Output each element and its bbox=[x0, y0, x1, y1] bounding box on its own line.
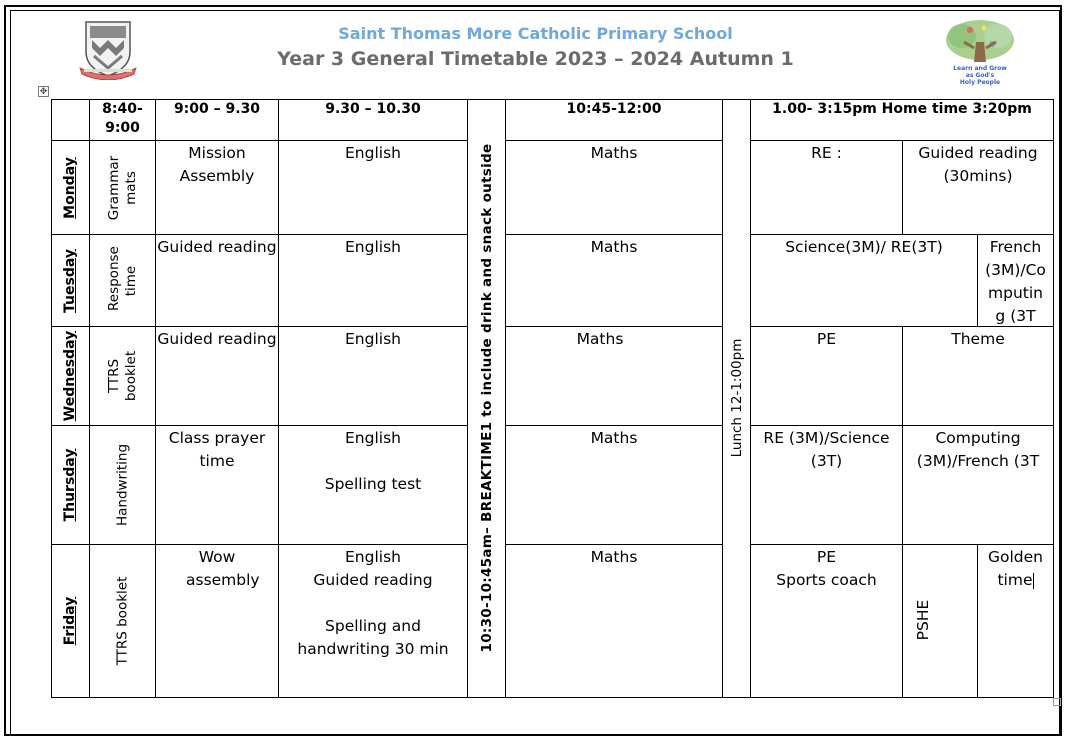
break-label: 10:30-10:45am– BREAKTIME1 to include drink and snack outside bbox=[478, 143, 495, 653]
day-label: Thursday bbox=[62, 448, 78, 522]
svg-text:Learn and Grow: Learn and Grow bbox=[953, 65, 1007, 72]
day-cell-thursday bbox=[51, 426, 90, 545]
early-activity: TTRS booklet bbox=[105, 350, 139, 402]
golden-time-text: Golden time bbox=[988, 548, 1043, 589]
table-resize-handle-icon[interactable] bbox=[1053, 698, 1061, 706]
pm1-friday-line2: Sports coach bbox=[776, 571, 877, 589]
svg-text:Holy People: Holy People bbox=[959, 79, 1001, 86]
early-activity: Grammar mats bbox=[105, 155, 139, 220]
early-activity: TTRS booklet bbox=[114, 576, 130, 666]
table-move-handle-icon[interactable]: ✥ bbox=[39, 87, 48, 97]
session2-tuesday: English bbox=[279, 235, 468, 327]
session1-tuesday: Guided reading bbox=[156, 235, 279, 327]
header-early-time: 8:40-9:00 bbox=[90, 99, 156, 141]
pm1-thursday: RE (3M)/Science (3T) bbox=[751, 426, 903, 545]
early-activity: Handwriting bbox=[114, 443, 130, 527]
pm1-wednesday: PE bbox=[751, 327, 903, 426]
day-cell-wednesday bbox=[51, 327, 90, 426]
pm1-friday-line1: PE bbox=[816, 548, 837, 566]
early-cell-wednesday bbox=[90, 327, 156, 426]
session2-thursday-line2: Spelling test bbox=[324, 475, 422, 493]
session3-friday: Maths bbox=[506, 545, 723, 698]
pm1-tuesday: Science(3M)/ RE(3T) bbox=[751, 235, 978, 327]
session2-thursday-line1: English bbox=[345, 429, 401, 447]
early-cell-monday bbox=[90, 141, 156, 235]
session2-friday-line3: Spelling and handwriting 30 min bbox=[297, 617, 449, 658]
pshe-label: PSHE bbox=[914, 599, 932, 641]
svg-text:as God's: as God's bbox=[965, 72, 995, 79]
session1-monday: Mission Assembly bbox=[156, 141, 279, 235]
pm2-monday: Guided reading (30mins) bbox=[903, 141, 1054, 235]
session1-friday: Wow assembly bbox=[156, 545, 279, 698]
school-name: Saint Thomas More Catholic Primary School bbox=[338, 24, 733, 43]
early-cell-friday bbox=[90, 545, 156, 698]
day-label: Wednesday bbox=[62, 330, 78, 422]
early-cell-tuesday bbox=[90, 235, 156, 327]
header-session2-time: 9.30 – 10.30 bbox=[279, 99, 468, 141]
lunch-label: Lunch 12-1:00pm bbox=[728, 338, 745, 458]
session3-tuesday: Maths bbox=[506, 235, 723, 327]
session2-thursday bbox=[279, 426, 468, 545]
session2-wednesday: English bbox=[279, 327, 468, 426]
text-cursor bbox=[1033, 573, 1034, 589]
session2-friday-line2: Guided reading bbox=[313, 571, 433, 589]
header-afternoon-time: 1.00- 3:15pm Home time 3:20pm bbox=[751, 99, 1054, 141]
pm2-friday bbox=[903, 545, 978, 698]
header-session3-time: 10:45-12:00 bbox=[506, 99, 723, 141]
day-label: Friday bbox=[62, 596, 78, 646]
day-cell-friday bbox=[51, 545, 90, 698]
header-session1-time: 9:00 – 9.30 bbox=[156, 99, 279, 141]
pm2-tuesday: French (3M)/Computing (3T bbox=[978, 235, 1054, 327]
header-corner-cell bbox=[51, 99, 90, 141]
day-cell-tuesday bbox=[51, 235, 90, 327]
session1-wednesday: Guided reading bbox=[156, 327, 279, 426]
session2-friday bbox=[279, 545, 468, 698]
pm1-friday bbox=[751, 545, 903, 698]
pm3-friday bbox=[978, 545, 1054, 698]
session2-friday-line1: English bbox=[345, 548, 401, 566]
session3-thursday: Maths bbox=[506, 426, 723, 545]
session1-thursday: Class prayer time bbox=[156, 426, 279, 545]
pm1-monday: RE : bbox=[751, 141, 903, 235]
early-activity: Response time bbox=[105, 245, 139, 311]
day-label: Tuesday bbox=[62, 248, 78, 313]
lunch-column bbox=[723, 99, 751, 698]
day-cell-monday bbox=[51, 141, 90, 235]
timetable-title: Year 3 General Timetable 2023 – 2024 Autumn 1 bbox=[277, 48, 794, 70]
early-cell-thursday bbox=[90, 426, 156, 545]
session2-monday: English bbox=[279, 141, 468, 235]
day-label: Monday bbox=[62, 156, 78, 219]
pm2-thursday: Computing (3M)/French (3T bbox=[903, 426, 1054, 545]
session3-monday: Maths bbox=[506, 141, 723, 235]
pm2-wednesday: Theme bbox=[903, 327, 1054, 426]
break-column bbox=[468, 99, 506, 698]
session3-wednesday: Maths bbox=[506, 327, 723, 426]
